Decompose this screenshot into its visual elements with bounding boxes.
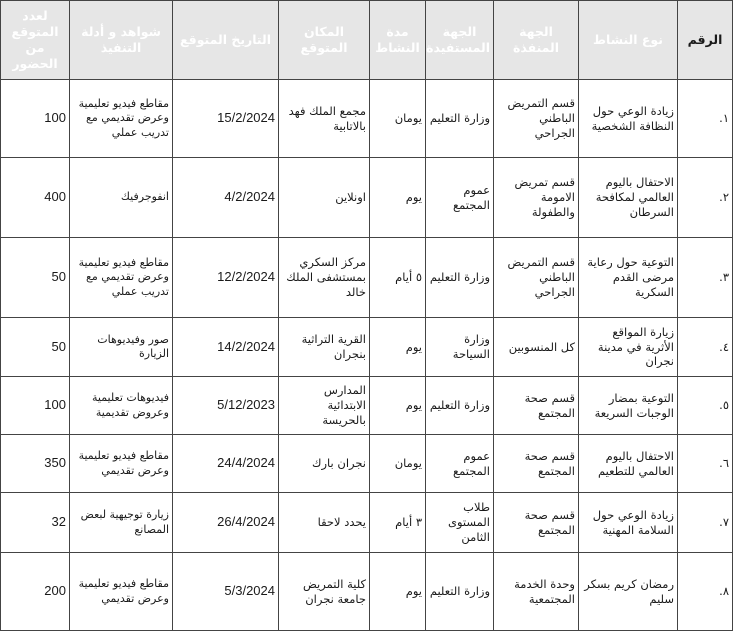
cell-executor: قسم صحة المجتمع — [494, 377, 579, 435]
cell-evidence: مقاطع فيديو تعليمية وعرض تقديمي — [70, 435, 173, 493]
cell-num: ٤. — [678, 318, 733, 377]
cell-attendance: 100 — [1, 80, 70, 158]
cell-duration: يوم — [370, 158, 426, 238]
cell-num: ٢. — [678, 158, 733, 238]
header-type: نوع النشاط — [579, 1, 678, 80]
cell-type: زيادة الوعي حول النظافة الشخصية — [579, 80, 678, 158]
cell-attendance: 32 — [1, 493, 70, 553]
cell-date: 24/4/2024 — [173, 435, 279, 493]
cell-attendance: 50 — [1, 318, 70, 377]
cell-date: 12/2/2024 — [173, 238, 279, 318]
cell-type: زيادة الوعي حول السلامة المهنية — [579, 493, 678, 553]
cell-place: مركز السكري بمستشفى الملك خالد — [279, 238, 370, 318]
cell-num: ٣. — [678, 238, 733, 318]
cell-beneficiary: وزارة التعليم — [426, 80, 494, 158]
cell-type: التوعية حول رعاية مرضى القدم السكرية — [579, 238, 678, 318]
table-row — [1, 435, 733, 493]
cell-duration: يوم — [370, 318, 426, 377]
cell-attendance: 100 — [1, 377, 70, 435]
cell-beneficiary: وزارة التعليم — [426, 377, 494, 435]
cell-attendance: 200 — [1, 553, 70, 631]
cell-type: الاحتفال باليوم العالمي لمكافحة السرطان — [579, 158, 678, 238]
cell-duration: يوم — [370, 377, 426, 435]
table-row — [1, 377, 733, 435]
cell-attendance: 400 — [1, 158, 70, 238]
cell-date: 5/3/2024 — [173, 553, 279, 631]
cell-type: زيارة المواقع الأثرية في مدينة نجران — [579, 318, 678, 377]
cell-beneficiary: عموم المجتمع — [426, 158, 494, 238]
cell-executor: قسم صحة المجتمع — [494, 435, 579, 493]
cell-evidence: مقاطع فيديو تعليمية وعرض تقديمي مع تدريب عملي — [70, 80, 173, 158]
cell-num: ٨. — [678, 553, 733, 631]
cell-evidence: فيديوهات تعليمية وعروض تقديمية — [70, 377, 173, 435]
table-row — [1, 318, 733, 377]
table-row — [1, 158, 733, 238]
cell-num: ١. — [678, 80, 733, 158]
cell-num: ٧. — [678, 493, 733, 553]
cell-type: التوعية بمضار الوجبات السريعة — [579, 377, 678, 435]
cell-beneficiary: وزارة التعليم — [426, 238, 494, 318]
cell-duration: يومان — [370, 435, 426, 493]
header-place: المكان المتوقع — [279, 1, 370, 80]
cell-place: يحدد لاحقا — [279, 493, 370, 553]
table-header-row — [1, 1, 733, 80]
header-num: الرقم — [678, 1, 733, 80]
cell-beneficiary: عموم المجتمع — [426, 435, 494, 493]
cell-executor: وحدة الخدمة المجتمعية — [494, 553, 579, 631]
cell-executor: قسم تمريض الامومة والطفولة — [494, 158, 579, 238]
cell-type: رمضان كريم بسكر سليم — [579, 553, 678, 631]
cell-beneficiary: وزارة السياحة — [426, 318, 494, 377]
cell-place: المدارس الابتدائية بالحريسة — [279, 377, 370, 435]
cell-date: 26/4/2024 — [173, 493, 279, 553]
table-row — [1, 553, 733, 631]
table-row — [1, 238, 733, 318]
cell-executor: قسم التمريض الباطني الجراحي — [494, 80, 579, 158]
cell-evidence: مقاطع فيديو تعليمية وعرض تقديمي — [70, 553, 173, 631]
header-beneficiary: الجهة المستفيدة — [426, 1, 494, 80]
table-row — [1, 493, 733, 553]
cell-evidence: زيارة توجيهية لبعض المصانع — [70, 493, 173, 553]
cell-beneficiary: وزارة التعليم — [426, 553, 494, 631]
cell-evidence: مقاطع فيديو تعليمية وعرض تقديمي مع تدريب عملي — [70, 238, 173, 318]
cell-duration: ٣ أيام — [370, 493, 426, 553]
cell-evidence: صور وفيديوهات الزيارة — [70, 318, 173, 377]
cell-attendance: 50 — [1, 238, 70, 318]
header-attendance: لعدد المتوقع من الحضور — [1, 1, 70, 80]
header-duration: مدة النشاط — [370, 1, 426, 80]
cell-date: 5/12/2023 — [173, 377, 279, 435]
cell-beneficiary: طلاب المستوى الثامن — [426, 493, 494, 553]
cell-type: الاحتفال باليوم العالمي للتطعيم — [579, 435, 678, 493]
cell-place: مجمع الملك فهد بالاتابية — [279, 80, 370, 158]
cell-executor: قسم التمريض الباطني الجراحي — [494, 238, 579, 318]
cell-place: القرية التراثية بنجران — [279, 318, 370, 377]
cell-duration: يوم — [370, 553, 426, 631]
header-date: التاريخ المتوقع — [173, 1, 279, 80]
header-executor: الجهة المنفذة — [494, 1, 579, 80]
cell-num: ٦. — [678, 435, 733, 493]
cell-place: اونلاين — [279, 158, 370, 238]
cell-date: 4/2/2024 — [173, 158, 279, 238]
cell-executor: كل المنسوبين — [494, 318, 579, 377]
header-evidence: شواهد و أدلة التنفيذ — [70, 1, 173, 80]
cell-date: 14/2/2024 — [173, 318, 279, 377]
cell-duration: ٥ أيام — [370, 238, 426, 318]
cell-executor: قسم صحة المجتمع — [494, 493, 579, 553]
cell-place: نجران بارك — [279, 435, 370, 493]
cell-evidence: انفوجرفيك — [70, 158, 173, 238]
table-row — [1, 80, 733, 158]
cell-num: ٥. — [678, 377, 733, 435]
cell-date: 15/2/2024 — [173, 80, 279, 158]
cell-attendance: 350 — [1, 435, 70, 493]
cell-place: كلية التمريض جامعة نجران — [279, 553, 370, 631]
cell-duration: يومان — [370, 80, 426, 158]
